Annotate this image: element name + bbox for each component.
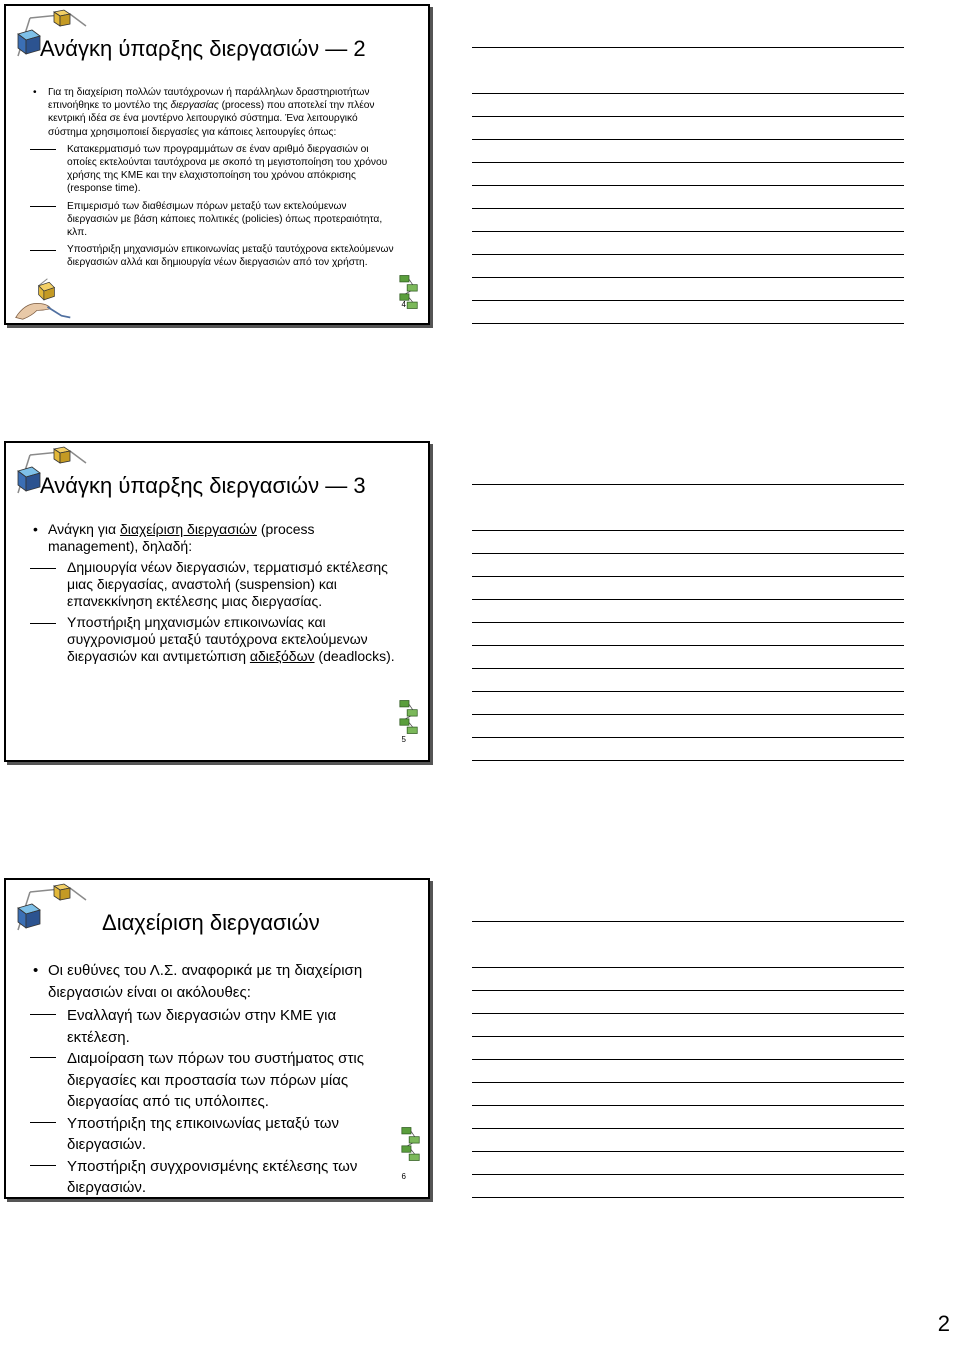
note-line [472, 967, 904, 968]
note-line [472, 921, 904, 922]
sub-bullet-item: Υποστήριξη συγχρονισμένης εκτέλεσης των διεργασιών. [30, 1156, 400, 1199]
green-blocks-icon [398, 698, 420, 736]
note-line [472, 691, 904, 692]
note-line [472, 208, 904, 209]
slide-title: Διαχείριση διεργασιών [102, 910, 320, 935]
note-line [472, 139, 904, 140]
note-line [472, 185, 904, 186]
slide-4 [4, 4, 430, 325]
note-line [472, 1174, 904, 1175]
slide-6 [4, 878, 430, 1199]
slide-body [30, 521, 400, 665]
note-line [472, 1059, 904, 1060]
note-line [472, 277, 904, 278]
sub-bullet-item: Κατακερματισμό των προγραμμάτων σε έναν αριθμό διεργασιών οι οποίες εκτελούνται ταυτόχρονα με σκοπό τη μεγιστοποίηση του χρόνου χρήσης της ΚΜΕ και την ελαχιστοποίηση του χρόνου απόκρισης (response time). [30, 143, 400, 196]
note-line [472, 231, 904, 232]
page-number: 2 [937, 1311, 950, 1336]
slide-number: 6 [401, 1172, 406, 1181]
sub-bullet-item: Διαμοίραση των πόρων του συστήματος στις διεργασίες και προστασία των πόρων μίας διεργασίας από τις υπόλοιπες. [30, 1048, 400, 1113]
note-line [472, 553, 904, 554]
underlined-term: διαχείριση διεργασιών [119, 521, 257, 537]
note-line [472, 1036, 904, 1037]
note-line [472, 1128, 904, 1129]
note-line [472, 599, 904, 600]
note-line [472, 300, 904, 301]
note-line [472, 162, 904, 163]
sub-bullet-item: Εναλλαγή των διεργασιών στην ΚΜΕ για εκτέλεση. [30, 1005, 400, 1048]
note-line [472, 760, 904, 761]
note-line [472, 1082, 904, 1083]
cube-illustration-icon [10, 882, 90, 942]
note-line [472, 1105, 904, 1106]
note-line [472, 1151, 904, 1152]
bullet-item: • Ανάγκη για διαχείριση διεργασιών (process management), δηλαδή: [30, 521, 400, 555]
hand-illustration-icon [12, 277, 74, 321]
slide-title: Ανάγκη ύπαρξης διεργασιών — 2 [40, 36, 366, 61]
bullet-item: • Οι ευθύνες του Λ.Σ. αναφορικά με τη διαχείριση διεργασιών είναι οι ακόλουθες: [30, 960, 400, 1003]
note-line [472, 47, 904, 48]
green-blocks-icon [400, 1125, 422, 1163]
note-line [472, 714, 904, 715]
note-line [472, 116, 904, 117]
slide-number: 5 [401, 735, 406, 744]
sub-bullet-item: Υποστήριξη μηχανισμών επικοινωνίας και συγχρονισμού μεταξύ ταυτόχρονα εκτελούμενων διεργασιών και αντιμετώπιση αδιεξόδων (deadlocks). [30, 614, 400, 665]
slide-title: Ανάγκη ύπαρξης διεργασιών — 3 [40, 473, 366, 498]
note-line [472, 576, 904, 577]
slide-5 [4, 441, 430, 762]
note-line [472, 737, 904, 738]
note-line [472, 484, 904, 485]
sub-bullet-item: Υποστήριξη μηχανισμών επικοινωνίας μεταξύ ταυτόχρονα εκτελούμενων διεργασιών αλλά και δημιουργία νέων διεργασιών από τον χρήστη. [30, 243, 400, 269]
underlined-term: αδιεξόδων [249, 648, 315, 664]
bullet-item: • Για τη διαχείριση πολλών ταυτόχρονων ή παράλληλων δραστηριοτήτων επινοήθηκε το μοντέλο της διεργασίας (process) που αποτελεί την πλέον κεντρική ιδέα σε ένα μοντέρνο λειτουργικό σύστημα. Ένα λειτουργικό σύστημα χρησιμοποιεί διεργασίες για κάποιες λειτουργίες όπως: [30, 86, 400, 139]
note-line [472, 93, 904, 94]
slide-number: 4 [401, 300, 406, 309]
note-line [472, 323, 904, 324]
slide-body [30, 960, 400, 1199]
emphasis-text: διεργασίας [170, 100, 219, 112]
note-line [472, 668, 904, 669]
slide-body [30, 86, 400, 270]
note-line [472, 1013, 904, 1014]
note-line [472, 530, 904, 531]
note-line [472, 1197, 904, 1198]
sub-bullet-item: Επιμερισμό των διαθέσιμων πόρων μεταξύ των εκτελούμενων διεργασιών με βάση κάποιες πολιτικές (policies) όπως προτεραιότητα, κλπ. [30, 200, 400, 240]
sub-bullet-item: Υποστήριξη της επικοινωνίας μεταξύ των διεργασιών. [30, 1113, 400, 1156]
note-line [472, 254, 904, 255]
sub-bullet-item: Δημιουργία νέων διεργασιών, τερματισμό εκτέλεσης μιας διεργασίας, αναστολή (suspension) και επανεκκίνηση εκτέλεσης μιας διεργασίας. [30, 559, 400, 610]
note-line [472, 645, 904, 646]
note-line [472, 990, 904, 991]
note-line [472, 622, 904, 623]
